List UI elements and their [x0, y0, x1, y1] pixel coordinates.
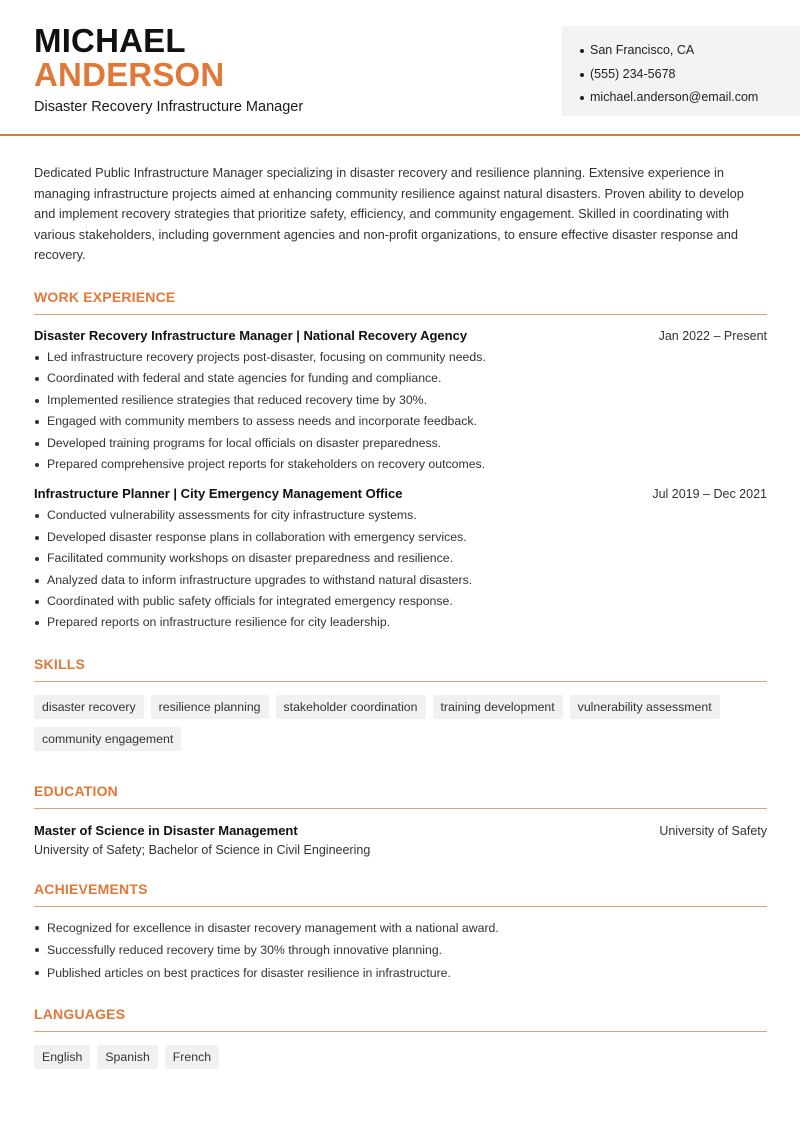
job-role: Disaster Recovery Infrastructure Manager | National Recovery Agency	[34, 327, 468, 343]
list-item: Coordinated with public safety officials for integrated emergency response.	[34, 591, 767, 612]
list-item: Prepared reports on infrastructure resilience for city leadership.	[34, 612, 767, 633]
section-title-education: EDUCATION	[34, 783, 767, 809]
summary: Dedicated Public Infrastructure Manager specializing in disaster recovery and resilience planning. Extensive experience in managing infrastructure projects aimed at enhancing community resilience against natural disasters. Proven ability to develop and implement recovery strategies that prioritize safety, efficiency, and community engagement. Skilled in coordinating with various stakeholders, including government agencies and non-profit organizations, to ensure effective disaster response and recovery.	[34, 165, 744, 263]
contact-email[interactable]: michael.anderson@email.com	[580, 86, 800, 110]
education-degree: Master of Science in Disaster Management	[34, 822, 298, 838]
skills-tags	[34, 695, 767, 751]
languages-section	[34, 1006, 767, 1069]
language-tag: English	[34, 1045, 90, 1069]
section-title-work: WORK EXPERIENCE	[34, 289, 767, 315]
skill-tag: resilience planning	[151, 695, 269, 719]
job-date: Jul 2019 – Dec 2021	[652, 487, 767, 502]
education-entry	[34, 823, 767, 857]
skill-tag: stakeholder coordination	[276, 695, 426, 719]
list-item: Coordinated with federal and state agencies for funding and compliance.	[34, 368, 767, 389]
achievements-section	[34, 881, 767, 985]
job-entry	[34, 328, 767, 475]
list-item: Published articles on best practices for disaster resilience in infrastructure.	[34, 962, 767, 985]
list-item: Prepared comprehensive project reports for stakeholders on recovery outcomes.	[34, 454, 767, 475]
first-name: MICHAEL	[34, 22, 186, 59]
list-item: Recognized for excellence in disaster recovery management with a national award.	[34, 917, 767, 940]
job-title: Disaster Recovery Infrastructure Manager	[34, 99, 304, 115]
section-title-languages: LANGUAGES	[34, 1006, 767, 1032]
list-item: Facilitated community workshops on disaster preparedness and resilience.	[34, 548, 767, 569]
job-entry	[34, 486, 767, 633]
list-item: Led infrastructure recovery projects post-disaster, focusing on community needs.	[34, 347, 767, 368]
job-bullets	[34, 505, 767, 633]
section-title-achievements: ACHIEVEMENTS	[34, 881, 767, 907]
list-item: Analyzed data to inform infrastructure upgrades to withstand natural disasters.	[34, 570, 767, 591]
last-name: ANDERSON	[34, 56, 225, 93]
job-date: Jan 2022 – Present	[658, 328, 767, 343]
job-role: Infrastructure Planner | City Emergency Management Office	[34, 486, 403, 502]
achievements-list	[34, 917, 767, 985]
list-item: Developed disaster response plans in collaboration with emergency services.	[34, 527, 767, 548]
section-title-skills: SKILLS	[34, 656, 767, 682]
work-experience-section	[34, 289, 767, 634]
list-item: Developed training programs for local officials on disaster preparedness.	[34, 433, 767, 454]
list-item: Successfully reduced recovery time by 30% through innovative planning.	[34, 939, 767, 962]
resume-header	[0, 0, 800, 136]
skill-tag: community engagement	[34, 727, 181, 751]
education-school: University of Safety	[659, 823, 767, 838]
resume-body	[34, 163, 767, 1069]
contact-location: San Francisco, CA	[580, 39, 800, 63]
skill-tag: training development	[433, 695, 563, 719]
list-item: Engaged with community members to assess needs and incorporate feedback.	[34, 411, 767, 432]
skills-section	[34, 656, 767, 751]
job-bullets	[34, 347, 767, 475]
candidate-name	[34, 24, 224, 92]
contact-phone: (555) 234-5678	[580, 63, 800, 87]
skill-tag: disaster recovery	[34, 695, 144, 719]
languages-tags	[34, 1045, 767, 1069]
education-detail: University of Safety; Bachelor of Science in Civil Engineering	[34, 842, 371, 857]
contact-box	[562, 26, 800, 116]
list-item: Conducted vulnerability assessments for city infrastructure systems.	[34, 505, 767, 526]
language-tag: French	[165, 1045, 219, 1069]
skill-tag: vulnerability assessment	[570, 695, 720, 719]
education-section	[34, 783, 767, 857]
language-tag: Spanish	[97, 1045, 157, 1069]
list-item: Implemented resilience strategies that reduced recovery time by 30%.	[34, 390, 767, 411]
